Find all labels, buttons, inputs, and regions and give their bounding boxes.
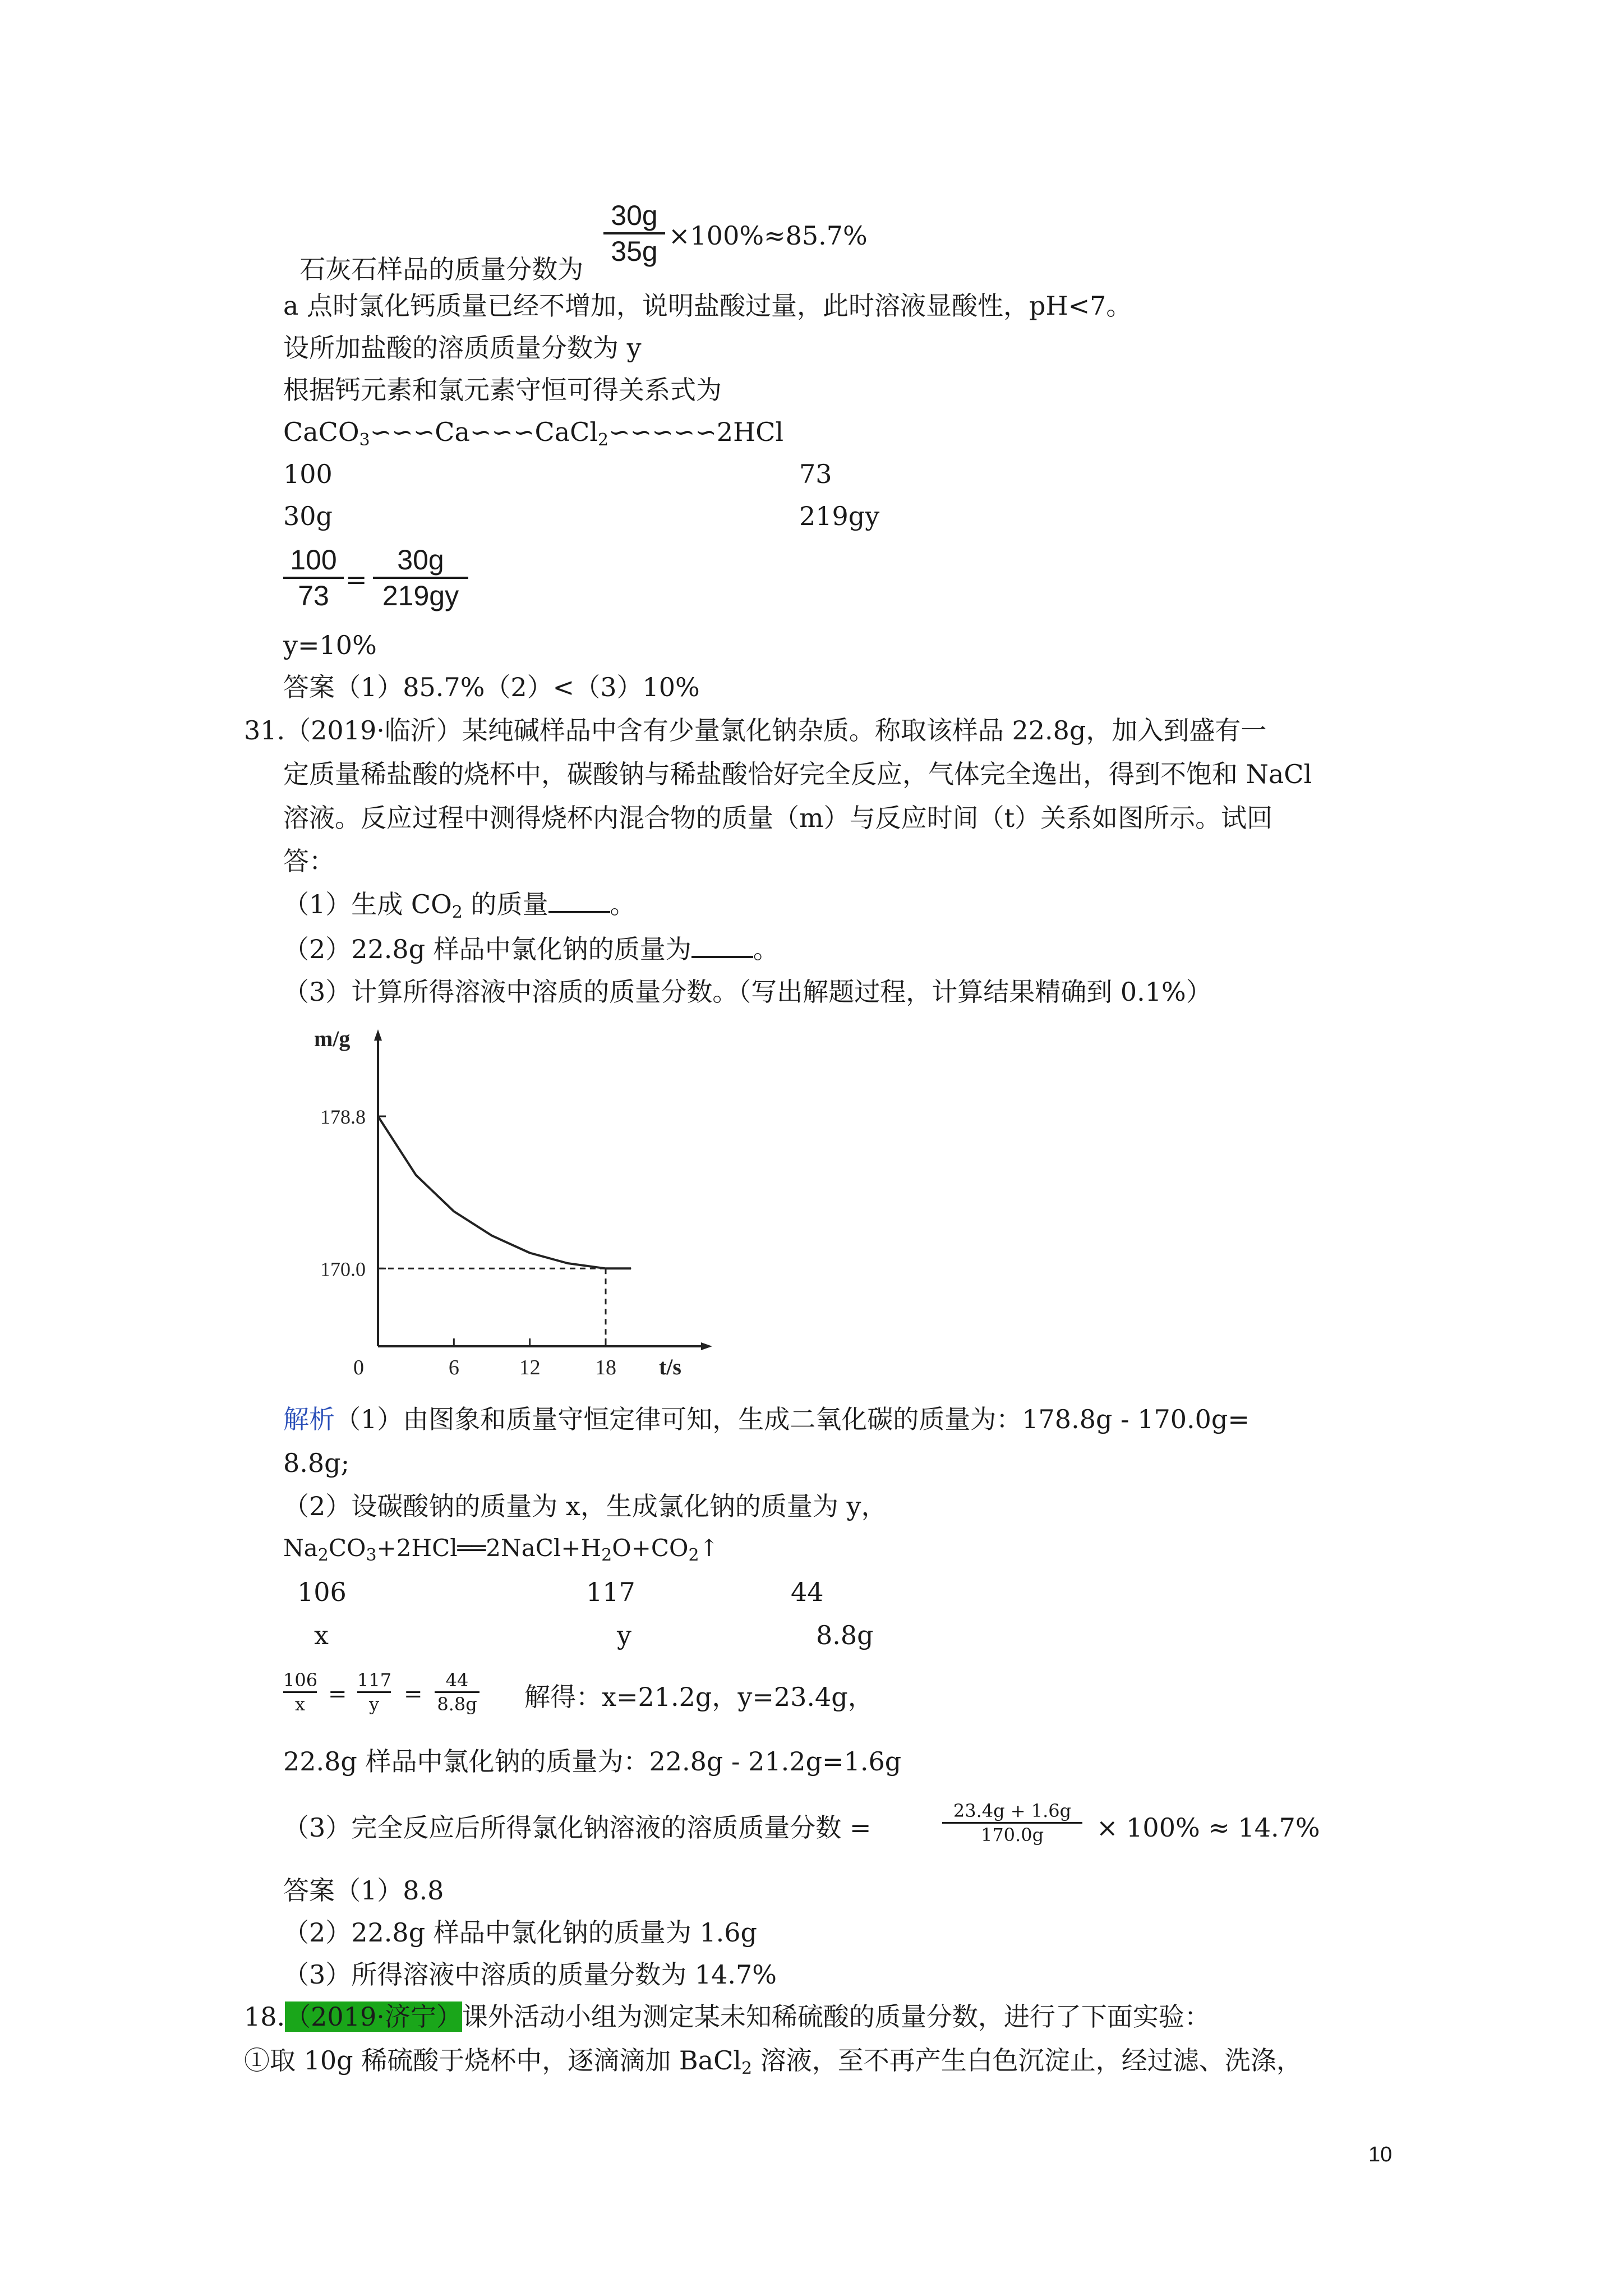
q18-step: [244, 2044, 1302, 2077]
frac-denominator: 73: [298, 580, 329, 611]
origin-label: 0: [353, 1356, 364, 1379]
frac-denominator: y: [368, 1694, 380, 1715]
q31-sub3: （3）计算所得溶液中溶质的质量分数。（写出解题过程，计算结果精确到 0.1%）: [283, 977, 1212, 1007]
ratio-frac-right: [373, 543, 468, 613]
y-tick-label: 170.0: [320, 1258, 366, 1281]
ratio-frac-left: [283, 543, 344, 613]
eq-part: CO: [328, 1534, 366, 1562]
answer-blank: [548, 886, 610, 913]
q31-line: 31.（2019·临沂）某纯碱样品中含有少量氯化钠杂质。称取该样品 22.8g，加入到盛有一: [244, 715, 1267, 746]
frac-numerator: 44: [445, 1669, 469, 1691]
eq-part: O+CO: [612, 1534, 689, 1562]
frac-bar: [357, 1691, 391, 1693]
x-tick-label: 12: [519, 1356, 541, 1379]
frac-numerator: 100: [290, 544, 337, 576]
solution-line: （2）设碳酸钠的质量为 x，生成氯化钠的质量为 y，: [283, 1491, 887, 1521]
q31-sub1-text: 的质量: [462, 889, 548, 919]
frac-denominator: 219gy: [382, 580, 459, 611]
eq-mid: ∽∽∽Ca∽∽∽CaCl: [370, 417, 598, 447]
q31-line: 溶液。反应过程中测得烧杯内混合物的质量（m）与反应时间（t）关系如图所示。试回: [283, 803, 1273, 833]
eq-sub: 2: [598, 430, 609, 450]
answer-blank: [691, 931, 753, 958]
frac-numerator: 30g: [397, 544, 444, 576]
page-number: 10: [1368, 2143, 1393, 2166]
q31-sub2-text: 。: [753, 934, 779, 964]
frac-numerator: 117: [357, 1669, 392, 1691]
data-point: [378, 1116, 379, 1117]
mass-time-chart: [292, 1018, 718, 1383]
molar-mass: 106: [297, 1577, 347, 1607]
eq-end: ∽∽∽∽∽2HCl: [608, 417, 784, 447]
answer-line: （3）所得溶液中溶质的质量分数为 14.7%: [283, 1959, 777, 1990]
q18-step-text: ①取 10g 稀硫酸于烧杯中，逐滴滴加 BaCl: [244, 2045, 741, 2076]
known-value: 8.8g: [816, 1620, 874, 1650]
frac-bar: [435, 1691, 479, 1693]
eq-sub: 3: [366, 1545, 377, 1565]
eq-part: Na: [283, 1534, 318, 1562]
gas-arrow-icon: ↑: [699, 1534, 719, 1562]
ratio-frac: [283, 1669, 317, 1715]
eq-sub: 2: [688, 1545, 699, 1565]
solution-line: 8.8g;: [283, 1448, 350, 1478]
ratio-equals: =: [345, 564, 367, 595]
molar-mass: 117: [586, 1577, 635, 1607]
mass-fraction-calc: （3）完全反应后所得氯化钠溶液的溶质质量分数 =: [283, 1812, 872, 1843]
eq-sub: 2: [601, 1545, 612, 1565]
ratio-row-right: 73: [799, 459, 832, 489]
set-y-text: 设所加盐酸的溶质质量分数为 y: [283, 333, 642, 363]
ratio-frac: [435, 1669, 479, 1715]
ratio-row-left: 100: [283, 459, 333, 489]
q18-number: 18.: [244, 2001, 285, 2032]
eq-sign: =: [404, 1681, 423, 1707]
x-tick-label: 18: [595, 1356, 616, 1379]
top-answer: 答案（1）85.7%（2）<（3）10%: [283, 672, 700, 702]
q31-line: 定质量稀盐酸的烧杯中，碳酸钠与稀盐酸恰好完全反应，气体完全逸出，得到不饱和 NaCl: [283, 759, 1312, 789]
y-tick-label: 178.8: [320, 1106, 366, 1128]
ratio-row-right: 219gy: [799, 501, 880, 531]
x-tick-label: 6: [448, 1356, 459, 1379]
mass-curve: [378, 1116, 631, 1268]
q18-text: 课外活动小组为测定某未知稀硫酸的质量分数，进行了下面实验：: [462, 2001, 1210, 2032]
q31-sub2: [283, 931, 779, 966]
mass-fraction-prefix: 石灰石样品的质量分数为: [299, 254, 584, 284]
frac-numerator: 30g: [611, 200, 658, 231]
mass-fraction-suffix: ×100%≈85.7%: [668, 220, 868, 251]
frac-denominator: 8.8g: [437, 1694, 477, 1715]
y-result: y=10%: [283, 630, 377, 660]
solution-text: （1）由图象和质量守恒定律可知，生成二氧化碳的质量为：178.8g - 170.0g=: [335, 1404, 1249, 1434]
final-frac: [942, 1800, 1082, 1846]
unknown-var: y: [617, 1620, 631, 1650]
ratio-frac: [357, 1669, 391, 1715]
q31-sub1: [283, 886, 636, 921]
relation-equation: [283, 415, 783, 449]
y-axis-label: m/g: [314, 1026, 351, 1051]
frac-denominator: x: [294, 1694, 306, 1715]
frac-denominator: 35g: [611, 236, 658, 267]
solution-label[interactable]: 解析: [283, 1404, 335, 1434]
molar-mass: 44: [791, 1577, 824, 1607]
frac-bar: [942, 1822, 1082, 1824]
nacl-mass: 22.8g 样品中氯化钠的质量为：22.8g - 21.2g=1.6g: [283, 1746, 902, 1777]
q18-line: [244, 2000, 1210, 2033]
answer-line: （2）22.8g 样品中氯化钠的质量为 1.6g: [283, 1917, 757, 1948]
frac-numerator: 106: [283, 1669, 318, 1691]
eq-part: +2HCl══2NaCl+H: [376, 1534, 602, 1562]
q31-sub1-text: （1）生成 CO: [283, 889, 452, 919]
q31-sub1-subscript: 2: [451, 903, 463, 922]
eq-sign: =: [328, 1681, 347, 1707]
q18-step-text: 溶液，至不再产生白色沉淀止，经过滤、洗涤，: [752, 2045, 1302, 2076]
q31-line: 答：: [283, 846, 335, 876]
q31-sub2-text: （2）22.8g 样品中氯化钠的质量为: [283, 934, 691, 964]
mass-fraction-line: [283, 219, 583, 286]
answer-line: 答案（1）8.8: [283, 1875, 444, 1906]
q18-step-subscript: 2: [741, 2059, 753, 2078]
x-axis-label: t/s: [659, 1354, 681, 1379]
point-a-text: a 点时氯化钙质量已经不增加，说明盐酸过量，此时溶液显酸性，pH<7。: [283, 291, 1132, 321]
relation-text: 根据钙元素和氯元素守恒可得关系式为: [283, 375, 722, 405]
eq-sub: 2: [317, 1545, 329, 1565]
eq-caco: CaCO: [283, 417, 359, 447]
eq-sub: 3: [359, 430, 370, 450]
q31-sub1-text: 。: [610, 889, 636, 919]
mass-fraction-result: × 100% ≈ 14.7%: [1096, 1812, 1320, 1843]
frac-denominator: 170.0g: [980, 1824, 1044, 1846]
frac-numerator: 23.4g + 1.6g: [953, 1800, 1072, 1821]
solve-result: 解得：x=21.2g，y=23.4g，: [524, 1682, 874, 1712]
unknown-var: x: [314, 1620, 329, 1650]
q18-source-tag: （2019·济宁）: [285, 2001, 462, 2032]
solution-line-1: [283, 1402, 1249, 1436]
frac-bar: [283, 1691, 317, 1693]
reaction-equation: [283, 1531, 719, 1565]
mass-fraction-frac: [603, 199, 665, 268]
ratio-row-left: 30g: [283, 501, 333, 531]
